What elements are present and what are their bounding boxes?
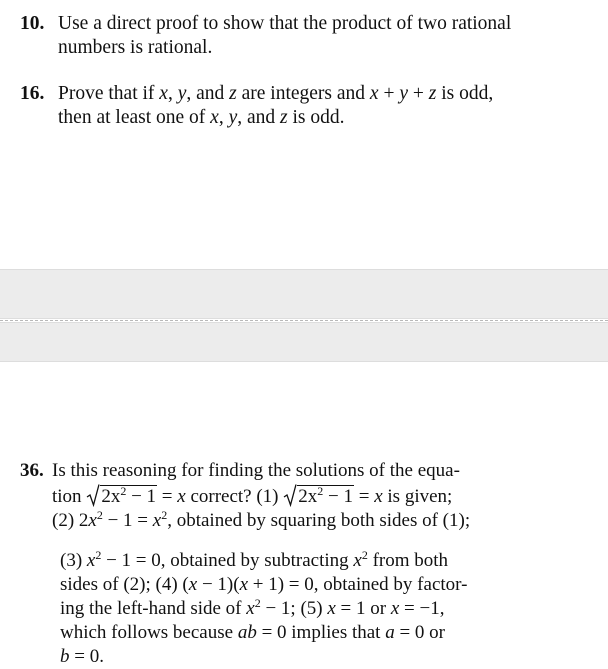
problem-36-line-5 — [20, 573, 510, 597]
exponent: 2 — [161, 508, 168, 522]
var-x: x — [177, 486, 186, 507]
text: sides of (2); (4) ( — [60, 574, 189, 595]
text: ing the left-hand side of — [60, 598, 247, 619]
text: correct? (1) — [185, 486, 284, 507]
var-y: y — [399, 83, 408, 104]
problem-16 — [20, 82, 493, 130]
text: + — [407, 83, 429, 104]
problem-36-line-3 — [20, 509, 510, 533]
text: then at least one of — [58, 107, 211, 128]
var-x: x — [353, 550, 362, 571]
exponent: 2 — [361, 548, 368, 562]
exponent: 2 — [95, 548, 102, 562]
text: − 1 — [126, 486, 157, 507]
text: from both — [367, 550, 449, 571]
problem-10-text-2: numbers is rational. — [58, 37, 213, 58]
text: = — [353, 486, 375, 507]
var-x: x — [210, 107, 219, 128]
text: is odd, — [436, 83, 494, 104]
text: = 1 or — [335, 598, 391, 619]
problem-36-line-8 — [20, 645, 510, 669]
problem-36-number: 36. — [20, 460, 44, 481]
problem-36 — [20, 459, 510, 669]
var-ab: ab — [237, 622, 257, 643]
text: (2) 2 — [52, 510, 89, 531]
var-x: x — [369, 83, 379, 104]
text: is odd. — [287, 107, 345, 128]
text: + — [378, 83, 400, 104]
var-x: x — [86, 550, 96, 571]
var-b: b — [60, 646, 70, 667]
problem-36-line-2 — [20, 485, 510, 509]
text: + 1) = 0, obtained by factor- — [248, 574, 468, 595]
page-gap-bottom — [0, 322, 608, 362]
var-x: x — [327, 598, 336, 619]
text: = 0 implies that — [256, 622, 386, 643]
square-root-1 — [86, 485, 157, 509]
text: Prove that if — [58, 83, 160, 104]
text: − 1)( — [197, 574, 240, 595]
var-z: z — [428, 83, 437, 104]
text: 2x — [298, 486, 318, 507]
text: , obtained by squaring both sides of (1); — [167, 510, 471, 531]
text: which follows because — [60, 622, 238, 643]
var-z: z — [229, 83, 237, 104]
text: , and — [186, 83, 230, 104]
text: − 1; (5) — [260, 598, 328, 619]
var-x: x — [390, 598, 400, 619]
text: = −1, — [399, 598, 445, 619]
problem-36-line-4 — [20, 549, 510, 573]
text: = 0 or — [394, 622, 446, 643]
text: , and — [237, 107, 280, 128]
var-z: z — [280, 107, 288, 128]
var-x: x — [246, 598, 255, 619]
text: tion — [52, 486, 87, 507]
var-y: y — [228, 107, 238, 128]
page-break-line — [0, 320, 608, 321]
exponent: 2 — [254, 596, 261, 610]
var-x: x — [374, 486, 383, 507]
text: (3) — [60, 550, 87, 571]
var-x: x — [239, 574, 248, 595]
text: are integers and — [236, 83, 370, 104]
text: , — [218, 107, 229, 128]
exponent: 2 — [317, 484, 324, 498]
radical-sign-icon — [283, 483, 297, 507]
text: = — [157, 486, 178, 507]
problem-36-line-6 — [20, 597, 510, 621]
var-y: y — [177, 83, 187, 104]
var-x: x — [152, 510, 162, 531]
problem-10-line-1 — [20, 12, 511, 36]
text: − 1 — [323, 486, 353, 507]
text: − 1 = 0, obtained by subtracting — [101, 550, 354, 571]
problem-10-line-2 — [20, 36, 511, 60]
var-x: x — [88, 510, 97, 531]
var-x: x — [188, 574, 198, 595]
problem-16-number: 16. — [20, 83, 45, 104]
problem-36-line-1 — [20, 459, 510, 483]
square-root-2 — [283, 485, 354, 509]
var-a: a — [385, 622, 395, 643]
text: Is this reasoning for finding the solutions of the equa- — [52, 460, 460, 481]
var-x: x — [159, 83, 168, 104]
radical-sign-icon — [86, 483, 100, 507]
text: − 1 = — [102, 510, 153, 531]
text: is given; — [382, 486, 453, 507]
exponent: 2 — [96, 508, 103, 522]
problem-16-line-1 — [20, 82, 493, 106]
exponent: 2 — [120, 484, 127, 498]
problem-36-line-7 — [20, 621, 510, 645]
problem-10 — [20, 12, 511, 60]
page-gap-top — [0, 269, 608, 319]
problem-10-number: 10. — [20, 13, 45, 34]
problem-10-text-1: Use a direct proof to show that the product of two rational — [58, 13, 512, 34]
text: , — [167, 83, 178, 104]
text: 2x — [101, 486, 121, 507]
problem-16-line-2 — [20, 106, 493, 130]
text: = 0. — [69, 646, 104, 667]
